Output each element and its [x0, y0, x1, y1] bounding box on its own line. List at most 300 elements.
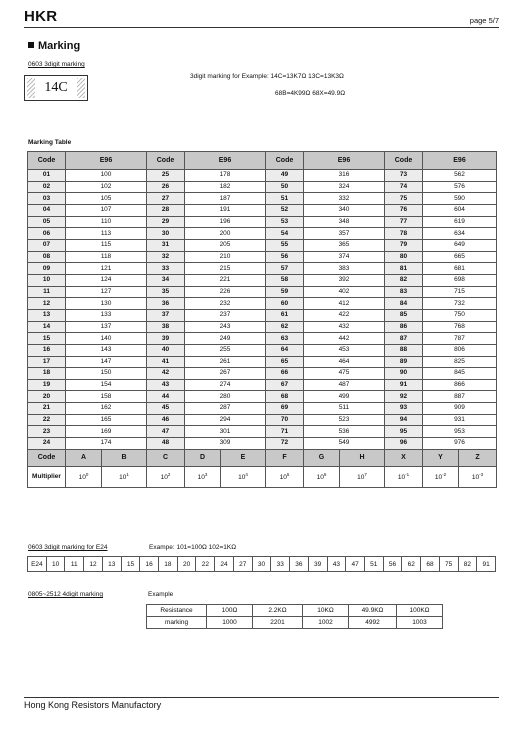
table-row	[28, 379, 497, 391]
code-cell: 74	[385, 181, 423, 193]
code-cell: 64	[266, 344, 304, 356]
e24-value-cell: 47	[346, 557, 365, 572]
e96-value-cell: 931	[423, 414, 497, 426]
e96-value-cell: 887	[423, 391, 497, 403]
e24-value-cell: 62	[402, 557, 421, 572]
code-cell: 36	[147, 298, 185, 310]
code-cell: 01	[28, 170, 66, 182]
header-e96: E96	[304, 152, 385, 170]
multiplier-code-cell: X	[385, 449, 423, 466]
e96-value-cell: 137	[66, 321, 147, 333]
page-number: page 5/7	[469, 16, 499, 25]
e24-value-cell: 33	[271, 557, 290, 572]
code-cell: 73	[385, 170, 423, 182]
e96-value-cell: 100	[66, 170, 147, 182]
code-cell: 84	[385, 298, 423, 310]
code-cell: 13	[28, 309, 66, 321]
e96-value-cell: 154	[66, 379, 147, 391]
marking-table	[27, 151, 497, 488]
multiplier-base: 10	[160, 474, 168, 482]
e96-value-cell: 115	[66, 239, 147, 251]
e24-value-cell: 15	[121, 557, 140, 572]
e96-value-cell: 165	[66, 414, 147, 426]
code-cell: 22	[28, 414, 66, 426]
e24-value-cell: 56	[383, 557, 402, 572]
e96-value-cell: 442	[304, 333, 385, 345]
code-cell: 12	[28, 298, 66, 310]
code-cell: 83	[385, 286, 423, 298]
multiplier-exponent: 3	[204, 472, 208, 478]
e96-value-cell: 178	[185, 170, 266, 182]
e96-value-cell: 147	[66, 356, 147, 368]
value-cell: 2201	[253, 617, 303, 629]
code-cell: 85	[385, 309, 423, 321]
e24-value-cell: 20	[177, 557, 196, 572]
four-digit-label: 0805~2512 4digit marking	[28, 591, 103, 598]
e96-value-cell: 523	[304, 414, 385, 426]
code-cell: 59	[266, 286, 304, 298]
e96-value-cell: 698	[423, 274, 497, 286]
e96-value-cell: 383	[304, 263, 385, 275]
code-cell: 56	[266, 251, 304, 263]
table-row	[28, 333, 497, 345]
multiplier-value-cell	[340, 466, 385, 487]
code-cell: 95	[385, 426, 423, 438]
multiplier-code-cell: Z	[459, 449, 497, 466]
code-cell: 81	[385, 263, 423, 275]
e96-value-cell: 301	[185, 426, 266, 438]
code-cell: 50	[266, 181, 304, 193]
e96-value-cell: 549	[304, 438, 385, 450]
code-cell: 14	[28, 321, 66, 333]
footer-divider	[24, 697, 499, 698]
e96-value-cell: 845	[423, 368, 497, 380]
table-row	[28, 263, 497, 275]
e96-value-cell: 348	[304, 216, 385, 228]
value-cell: 10KΩ	[303, 605, 349, 617]
code-cell: 30	[147, 228, 185, 240]
e96-value-cell: 274	[185, 379, 266, 391]
e96-value-cell: 174	[66, 438, 147, 450]
table-row	[28, 426, 497, 438]
code-cell: 76	[385, 204, 423, 216]
code-cell: 47	[147, 426, 185, 438]
e96-value-cell: 750	[423, 309, 497, 321]
code-cell: 21	[28, 403, 66, 415]
e96-value-cell: 536	[304, 426, 385, 438]
table-row	[28, 170, 497, 182]
multiplier-base: 10	[397, 474, 406, 482]
multiplier-code-cell: E	[221, 449, 266, 466]
e24-value-cell: 13	[102, 557, 121, 572]
code-cell: 25	[147, 170, 185, 182]
code-cell: 58	[266, 274, 304, 286]
code-cell: 82	[385, 274, 423, 286]
e96-value-cell: 324	[304, 181, 385, 193]
e96-value-cell: 121	[66, 263, 147, 275]
code-cell: 08	[28, 251, 66, 263]
multiplier-base: 10	[238, 474, 246, 482]
table-row	[28, 356, 497, 368]
e96-value-cell: 113	[66, 228, 147, 240]
code-cell: 07	[28, 239, 66, 251]
multiplier-code-cell: D	[185, 449, 221, 466]
code-cell: 66	[266, 368, 304, 380]
code-cell: 23	[28, 426, 66, 438]
code-cell: 52	[266, 204, 304, 216]
multiplier-base: 10	[357, 474, 365, 482]
e96-value-cell: 787	[423, 333, 497, 345]
table-row	[28, 216, 497, 228]
code-cell: 71	[266, 426, 304, 438]
e24-row	[28, 557, 496, 572]
code-cell: 69	[266, 403, 304, 415]
e96-value-cell: 226	[185, 286, 266, 298]
multiplier-code-cell: B	[102, 449, 147, 466]
code-cell: 55	[266, 239, 304, 251]
three-digit-label: 0603 3digit marking	[28, 61, 85, 68]
code-cell: 75	[385, 193, 423, 205]
row-label-cell: marking	[147, 617, 207, 629]
code-cell: 49	[266, 170, 304, 182]
table-row	[28, 251, 497, 263]
code-cell: 43	[147, 379, 185, 391]
code-cell: 17	[28, 356, 66, 368]
code-cell: 03	[28, 193, 66, 205]
value-cell: 49.9KΩ	[349, 605, 397, 617]
row-label-cell: Resistance	[147, 605, 207, 617]
table-row	[28, 414, 497, 426]
table-row	[147, 617, 443, 629]
table-row	[28, 368, 497, 380]
code-cell: 61	[266, 309, 304, 321]
multiplier-code-cell: H	[340, 449, 385, 466]
multiplier-code-cell: Y	[423, 449, 459, 466]
e96-value-cell: 576	[423, 181, 497, 193]
code-cell: 96	[385, 438, 423, 450]
e96-value-cell: 499	[304, 391, 385, 403]
marking-table-title: Marking Table	[28, 139, 72, 146]
code-cell: 78	[385, 228, 423, 240]
multiplier-value-cell	[221, 466, 266, 487]
code-cell: 62	[266, 321, 304, 333]
code-cell: 32	[147, 251, 185, 263]
e96-value-cell: 511	[304, 403, 385, 415]
e96-value-cell: 196	[185, 216, 266, 228]
code-cell: 31	[147, 239, 185, 251]
e96-value-cell: 261	[185, 356, 266, 368]
e96-value-cell: 374	[304, 251, 385, 263]
e96-value-cell: 232	[185, 298, 266, 310]
code-cell: 45	[147, 403, 185, 415]
code-cell: 39	[147, 333, 185, 345]
code-cell: 05	[28, 216, 66, 228]
code-cell: 54	[266, 228, 304, 240]
company-logo: HKR	[24, 8, 58, 25]
code-cell: 26	[147, 181, 185, 193]
multiplier-base: 10	[197, 474, 205, 482]
code-cell: 44	[147, 391, 185, 403]
e96-value-cell: 169	[66, 426, 147, 438]
code-cell: 86	[385, 321, 423, 333]
e96-value-cell: 422	[304, 309, 385, 321]
e96-value-cell: 110	[66, 216, 147, 228]
multiplier-exponent: 7	[364, 472, 367, 478]
e96-value-cell: 280	[185, 391, 266, 403]
e96-value-cell: 182	[185, 181, 266, 193]
value-cell: 1003	[397, 617, 443, 629]
multiplier-base: 10	[78, 474, 86, 482]
e24-value-cell: 36	[290, 557, 309, 572]
e24-row-label: E24	[28, 557, 47, 572]
table-row	[28, 286, 497, 298]
e96-value-cell: 205	[185, 239, 266, 251]
four-digit-example-label: Example	[148, 591, 174, 598]
code-cell: 33	[147, 263, 185, 275]
e96-value-cell: 806	[423, 344, 497, 356]
e96-value-cell: 237	[185, 309, 266, 321]
code-cell: 89	[385, 356, 423, 368]
multiplier-exponent: -3	[479, 472, 484, 478]
multiplier-value-cell	[385, 466, 423, 487]
e96-value-cell: 118	[66, 251, 147, 263]
e24-value-cell: 68	[421, 557, 440, 572]
e96-value-cell: 150	[66, 368, 147, 380]
e24-value-cell: 24	[215, 557, 234, 572]
multiplier-exponent: 2	[167, 472, 171, 478]
e96-value-cell: 392	[304, 274, 385, 286]
marking-table-header	[28, 152, 497, 170]
e24-value-cell: 18	[159, 557, 178, 572]
table-row	[28, 309, 497, 321]
code-cell: 20	[28, 391, 66, 403]
e96-value-cell: 768	[423, 321, 497, 333]
e96-value-cell: 309	[185, 438, 266, 450]
code-cell: 90	[385, 368, 423, 380]
multiplier-value-cell	[266, 466, 304, 487]
e24-table	[27, 556, 496, 572]
footer-company: Hong Kong Resistors Manufactory	[24, 700, 162, 710]
code-cell: 38	[147, 321, 185, 333]
value-cell: 2.2KΩ	[253, 605, 303, 617]
e24-value-cell: 91	[477, 557, 496, 572]
code-cell: 04	[28, 204, 66, 216]
e96-value-cell: 294	[185, 414, 266, 426]
code-cell: 06	[28, 228, 66, 240]
e96-value-cell: 107	[66, 204, 147, 216]
e96-value-cell: 715	[423, 286, 497, 298]
three-digit-example-1: 3digit marking for Example: 14C=13K7Ω 13C=13K3Ω	[190, 73, 344, 80]
code-cell: 41	[147, 356, 185, 368]
multiplier-exponent: 0	[85, 472, 89, 478]
table-row	[28, 438, 497, 450]
code-cell: 16	[28, 344, 66, 356]
code-cell: 37	[147, 309, 185, 321]
header-code: Code	[266, 152, 304, 170]
code-cell: 11	[28, 286, 66, 298]
e96-value-cell: 267	[185, 368, 266, 380]
multiplier-code-cell: A	[66, 449, 102, 466]
code-cell: 72	[266, 438, 304, 450]
e96-value-cell: 665	[423, 251, 497, 263]
chip-marking-text: 14C	[44, 80, 68, 95]
e96-value-cell: 340	[304, 204, 385, 216]
e96-value-cell: 143	[66, 344, 147, 356]
e24-value-cell: 16	[140, 557, 159, 572]
e96-value-cell: 487	[304, 379, 385, 391]
code-cell: 28	[147, 204, 185, 216]
multiplier-code-cell: C	[147, 449, 185, 466]
table-row	[28, 239, 497, 251]
multiplier-base: 10	[119, 474, 127, 482]
code-cell: 65	[266, 356, 304, 368]
header-e96: E96	[185, 152, 266, 170]
multiplier-value-cell	[423, 466, 459, 487]
multiplier-code-cell: Code	[28, 449, 66, 466]
multiplier-base: 10	[434, 474, 443, 482]
section-title	[28, 40, 80, 52]
multiplier-code-cell: F	[266, 449, 304, 466]
code-cell: 02	[28, 181, 66, 193]
e24-value-cell: 22	[196, 557, 215, 572]
table-row	[28, 228, 497, 240]
code-cell: 40	[147, 344, 185, 356]
multiplier-base: 10	[471, 474, 480, 482]
multiplier-header-row	[28, 449, 497, 466]
e96-value-cell: 187	[185, 193, 266, 205]
e96-value-cell: 365	[304, 239, 385, 251]
e96-value-cell: 402	[304, 286, 385, 298]
header-divider	[24, 27, 499, 28]
e96-value-cell: 191	[185, 204, 266, 216]
e24-label: 0603 3digit marking for E24	[28, 544, 108, 551]
table-row	[28, 181, 497, 193]
e96-value-cell: 732	[423, 298, 497, 310]
table-row	[28, 403, 497, 415]
code-cell: 46	[147, 414, 185, 426]
table-row	[28, 298, 497, 310]
multiplier-exponent: 1	[126, 472, 129, 478]
e96-value-cell: 287	[185, 403, 266, 415]
e24-value-cell: 11	[65, 557, 84, 572]
e96-value-cell: 124	[66, 274, 147, 286]
code-cell: 19	[28, 379, 66, 391]
code-cell: 27	[147, 193, 185, 205]
e24-value-cell: 27	[233, 557, 252, 572]
code-cell: 80	[385, 251, 423, 263]
e96-value-cell: 200	[185, 228, 266, 240]
value-cell: 1000	[207, 617, 253, 629]
multiplier-code-cell: G	[304, 449, 340, 466]
multiplier-value-cell	[102, 466, 147, 487]
e96-value-cell: 249	[185, 333, 266, 345]
e24-value-cell: 82	[458, 557, 477, 572]
e24-value-cell: 10	[46, 557, 65, 572]
multiplier-exponent: -2	[442, 472, 447, 478]
e96-value-cell: 825	[423, 356, 497, 368]
code-cell: 87	[385, 333, 423, 345]
multiplier-exponent: 5	[286, 472, 290, 478]
e96-value-cell: 432	[304, 321, 385, 333]
code-cell: 77	[385, 216, 423, 228]
code-cell: 35	[147, 286, 185, 298]
e96-value-cell: 332	[304, 193, 385, 205]
value-cell: 100KΩ	[397, 605, 443, 617]
code-cell: 34	[147, 274, 185, 286]
code-cell: 88	[385, 344, 423, 356]
code-cell: 67	[266, 379, 304, 391]
code-cell: 91	[385, 379, 423, 391]
e96-value-cell: 158	[66, 391, 147, 403]
header-e96: E96	[423, 152, 497, 170]
multiplier-value-cell	[66, 466, 102, 487]
e96-value-cell: 464	[304, 356, 385, 368]
multiplier-label: Multiplier	[28, 466, 66, 487]
value-cell: 4992	[349, 617, 397, 629]
value-cell: 1002	[303, 617, 349, 629]
header-code: Code	[28, 152, 66, 170]
e24-value-cell: 39	[308, 557, 327, 572]
table-row	[28, 193, 497, 205]
e96-value-cell: 562	[423, 170, 497, 182]
table-row	[28, 321, 497, 333]
e96-value-cell: 909	[423, 403, 497, 415]
e96-value-cell: 105	[66, 193, 147, 205]
value-cell: 100Ω	[207, 605, 253, 617]
code-cell: 63	[266, 333, 304, 345]
e24-value-cell: 51	[364, 557, 383, 572]
e96-value-cell: 162	[66, 403, 147, 415]
e96-value-cell: 316	[304, 170, 385, 182]
e96-value-cell: 215	[185, 263, 266, 275]
code-cell: 24	[28, 438, 66, 450]
multiplier-value-cell	[459, 466, 497, 487]
e96-value-cell: 649	[423, 239, 497, 251]
code-cell: 53	[266, 216, 304, 228]
e96-value-cell: 590	[423, 193, 497, 205]
e96-value-cell: 140	[66, 333, 147, 345]
chip-illustration	[24, 75, 88, 101]
section-title-text: Marking	[38, 40, 81, 52]
e96-value-cell: 210	[185, 251, 266, 263]
code-cell: 18	[28, 368, 66, 380]
e96-value-cell: 221	[185, 274, 266, 286]
code-cell: 09	[28, 263, 66, 275]
multiplier-exponent: -1	[405, 472, 410, 478]
code-cell: 79	[385, 239, 423, 251]
e24-example: Exampe: 101=100Ω 102=1KΩ	[149, 544, 237, 551]
e96-value-cell: 243	[185, 321, 266, 333]
code-cell: 57	[266, 263, 304, 275]
e96-value-cell: 133	[66, 309, 147, 321]
e96-value-cell: 357	[304, 228, 385, 240]
table-row	[28, 391, 497, 403]
e96-value-cell: 127	[66, 286, 147, 298]
code-cell: 93	[385, 403, 423, 415]
e96-value-cell: 953	[423, 426, 497, 438]
table-row	[28, 344, 497, 356]
four-digit-table	[146, 604, 443, 629]
code-cell: 15	[28, 333, 66, 345]
e96-value-cell: 976	[423, 438, 497, 450]
header-code: Code	[385, 152, 423, 170]
multiplier-value-cell	[304, 466, 340, 487]
e24-value-cell: 75	[439, 557, 458, 572]
e24-value-cell: 43	[327, 557, 346, 572]
e96-value-cell: 102	[66, 181, 147, 193]
e96-value-cell: 681	[423, 263, 497, 275]
table-row	[28, 274, 497, 286]
